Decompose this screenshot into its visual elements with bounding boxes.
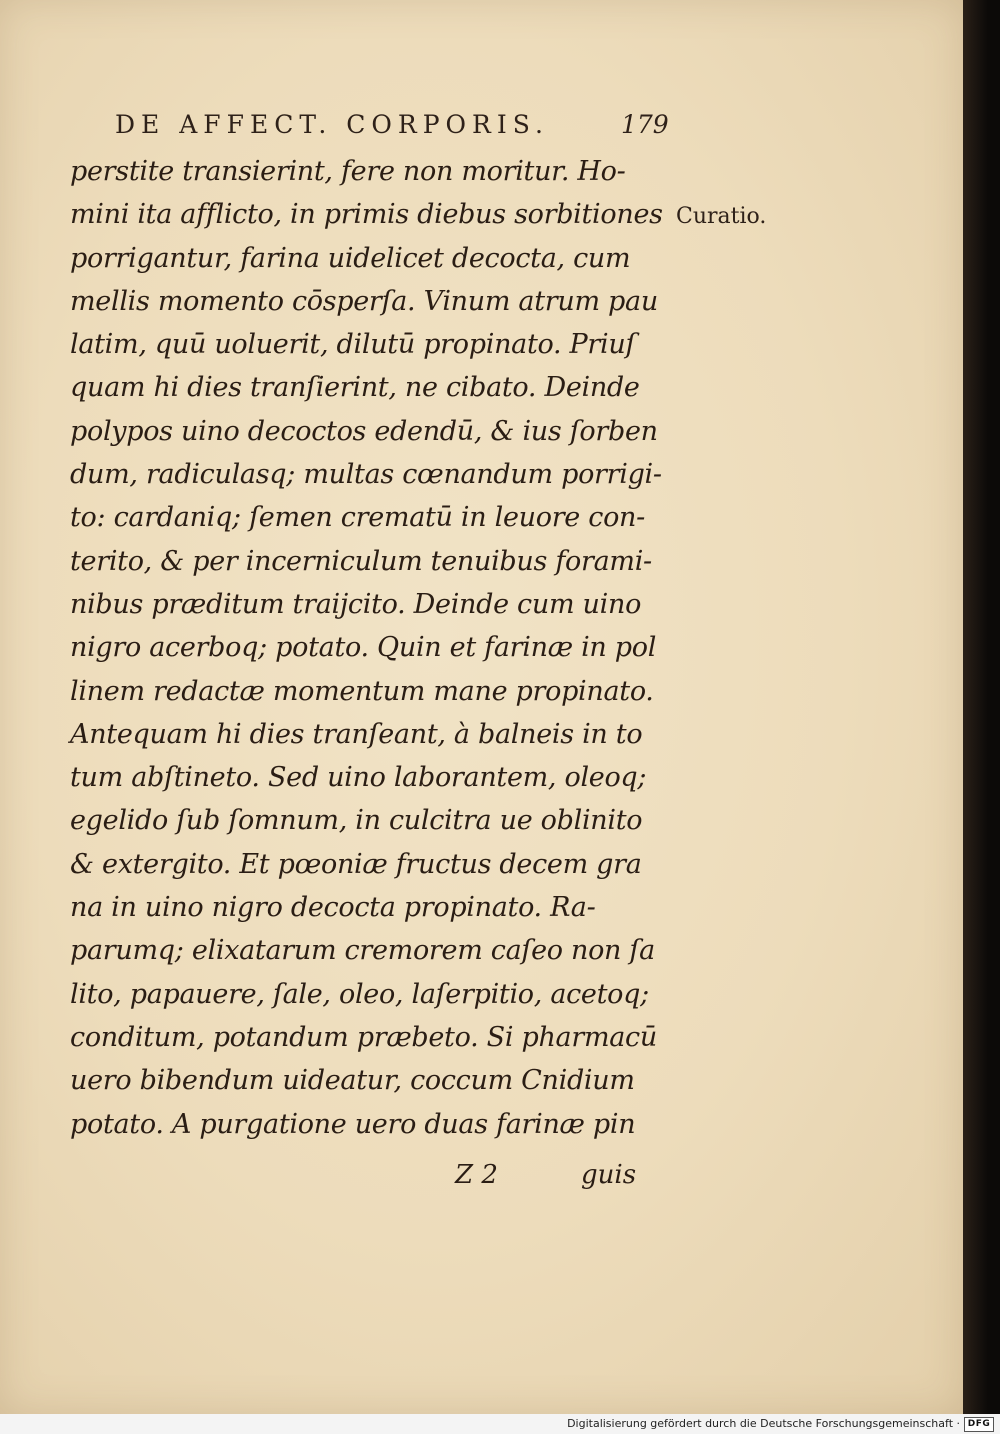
text-line: potato. A purgatione uero duas farinæ pin [70,1108,636,1140]
marginal-note: Curatio. [676,204,767,229]
page-footer-marks [455,1160,675,1200]
text-line: & extergito. Et pœoniæ fructus decem gra [70,848,642,880]
text-line: perstite transierint, fere non moritur. Ho- [70,156,626,187]
text-line: latim, quū uoluerit, dilutū propinato. Priuſ [70,329,636,361]
signature-mark: Z 2 [455,1160,498,1190]
text-line: linem redactæ momentum mane propinato. [70,675,654,707]
text-line: polypos uino decoctos edendū, & ius ſorben [70,415,658,447]
page-number: 179 [621,110,669,139]
text-line: mellis momento cōsperſa. Vinum atrum pau [70,285,658,317]
body-text [70,150,670,1146]
text-line: lito, papauere, ſale, oleo, laſerpitio, acetoq; [70,978,649,1010]
funding-notice: Digitalisierung gefördert durch die Deutsche Forschungsgemeinschaft · [567,1417,960,1430]
text-line: nibus præditum traijcito. Deinde cum uino [70,588,642,620]
footer-bar [0,1414,1000,1434]
text-line: egelido ſub ſomnum, in culcitra ue oblinito [70,805,643,837]
text-line: dum, radiculasq; multas cœnandum porrigi- [70,459,662,491]
text-line: tum abſtineto. Sed uino laborantem, oleoq; [70,762,647,794]
text-line: terito, & per incerniculum tenuibus forami- [70,545,652,577]
text-line: quam hi dies tranſierint, ne cibato. Deinde [70,372,640,404]
text-line: nigro acerboq; potato. Quin et farinæ in pol [70,632,657,664]
text-line: to: cardaniq; ſemen crematū in leuore con- [70,502,645,534]
text-line: Antequam hi dies tranſeant, à balneis in to [70,718,643,750]
text-line: conditum, potandum præbeto. Si pharmacū [70,1021,657,1053]
page-header [115,104,675,144]
page-edge-shadow [963,0,988,1414]
running-title: DE AFFECT. CORPORIS. [115,110,549,139]
catchword: guis [581,1160,637,1190]
text-line: uero bibendum uideatur, coccum Cnidium [70,1065,635,1097]
text-line: mini ita afflicto, in primis diebus sorbitiones [70,199,663,231]
dfg-logo-icon[interactable]: DFG [964,1417,994,1432]
text-line: parumq; elixatarum cremorem caſeo non ſa [70,935,655,967]
text-line: porrigantur, farina uidelicet decocta, cum [70,242,631,274]
text-line: na in uino nigro decocta propinato. Ra- [70,892,596,924]
